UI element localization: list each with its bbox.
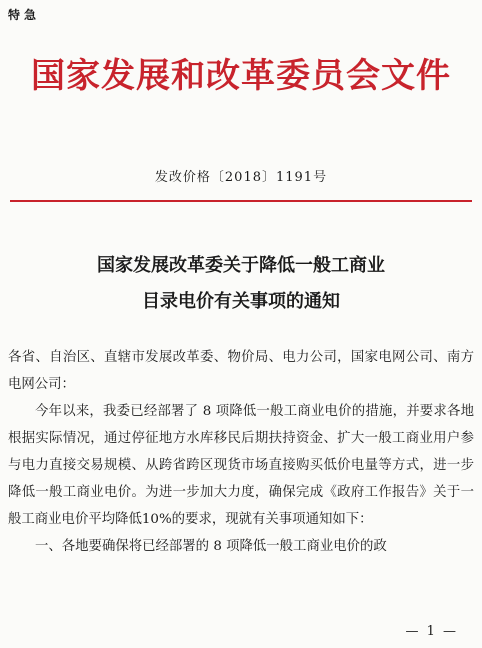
- addressees: 各省、自治区、直辖市发展改革委、物价局、电力公司，国家电网公司、南方电网公司：: [8, 350, 474, 392]
- document-title: [0, 248, 482, 320]
- document-number: 发改价格〔2018〕1191号: [154, 170, 328, 185]
- title-line-2: 目录电价有关事项的通知: [142, 291, 340, 312]
- title-line-1: 国家发展改革委关于降低一般工商业: [97, 255, 385, 276]
- urgency-label: 特急: [8, 8, 41, 22]
- document-body: [8, 344, 474, 560]
- paragraph-2: 一、各地要确保将已经部署的 8 项降低一般工商业电价的政: [35, 539, 387, 554]
- page-number: — 1 —: [405, 624, 458, 639]
- paragraph-1: 今年以来，我委已经部署了 8 项降低一般工商业电价的措施，并要求各地根据实际情况，通过停征地方水库移民后期扶持资金、扩大一般工商业用户参与电力直接交易规模、从跨省跨区现货市场直接购买低价电量等方式，进一步降低一般工商业电价。为进一步加大力度，确保完成《政府工作报告》关于一般工商业电价平均降低10%的要求，现就有关事项通知如下：: [8, 404, 474, 527]
- document-header: 国家发展和改革委员会文件: [31, 56, 451, 96]
- red-divider: [10, 200, 472, 202]
